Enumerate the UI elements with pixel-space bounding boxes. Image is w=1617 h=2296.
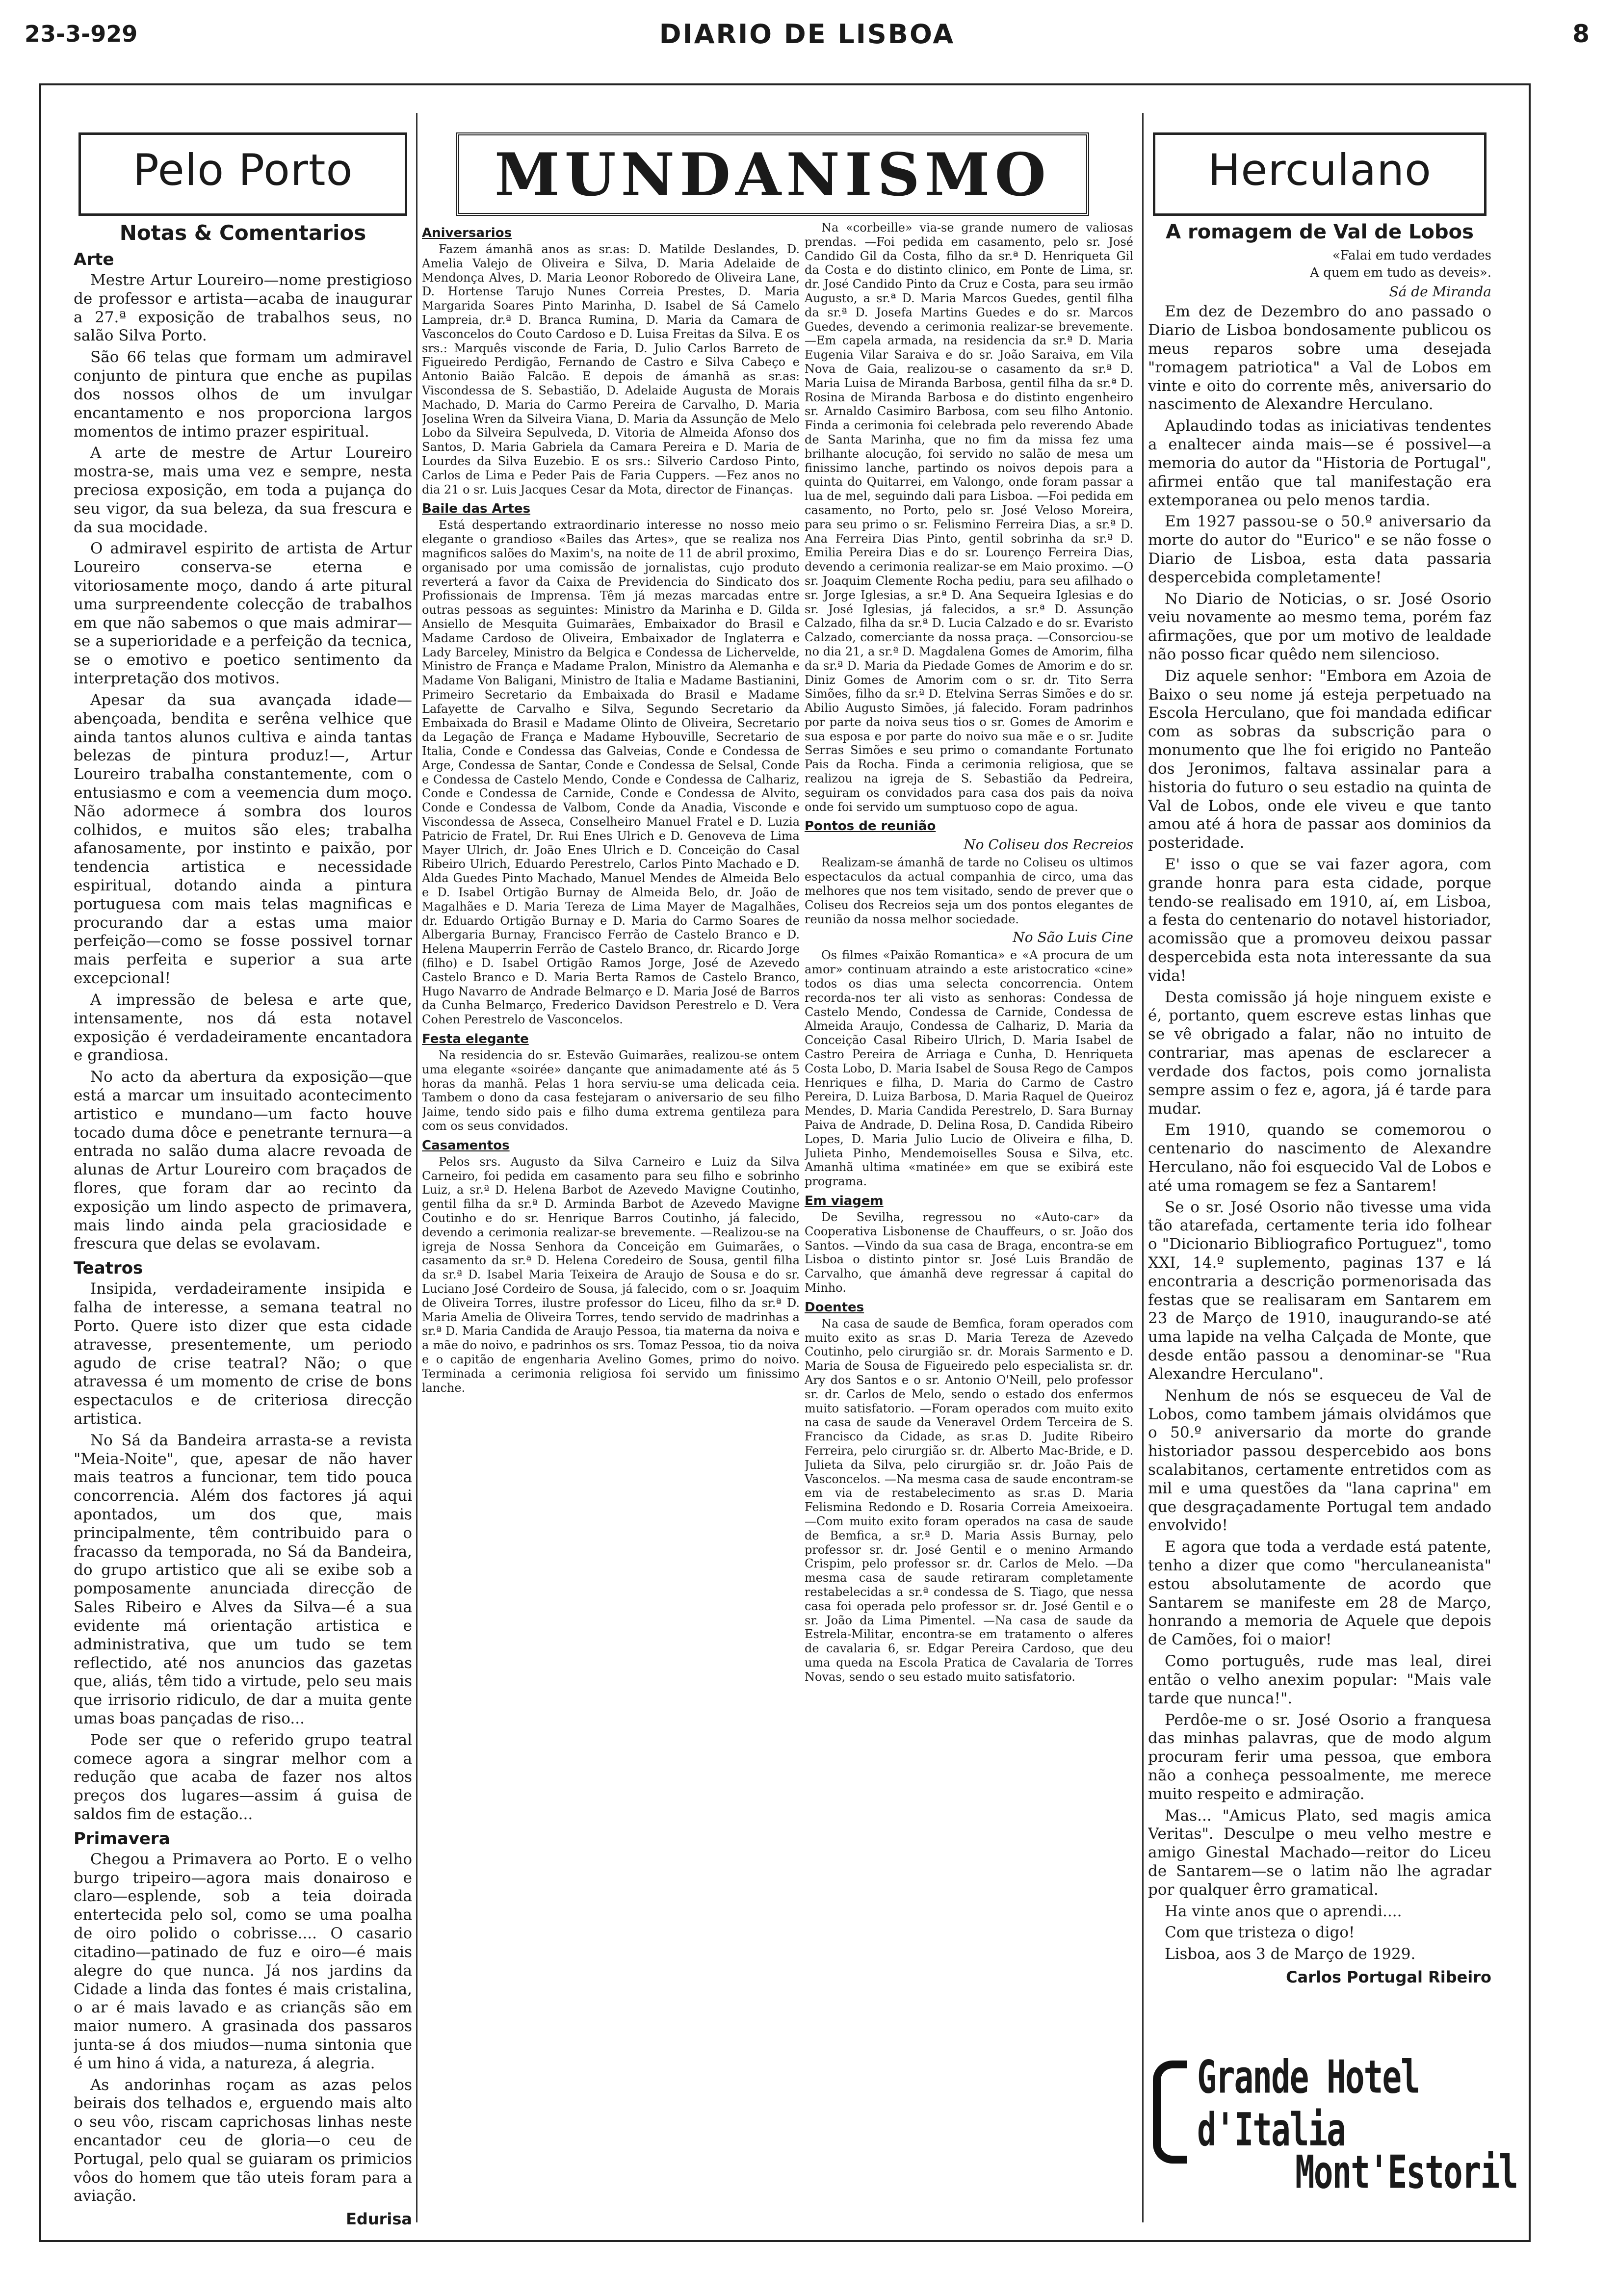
section-text: Na residencia do sr. Estevão Guimarães, realizou-se ontem uma elegante «soirée» dançante que animadamente até ás 5 horas da manhã. Pelas 1 hora serviu-se uma delicada ceia. Tambem o dono da casa festejaram o aniversario de seu filho Jaime, tendo sido pais e filho duma extrema gentileza para com os seus convidados.: [422, 1048, 800, 1133]
pelo-porto-headline: Notas & Comentarios: [119, 221, 366, 245]
masthead: [25, 15, 1590, 54]
herculano-paragraph: E' isso o que se vai fazer agora, com grande honra para esta cidade, porque tendo-se realisado em 1910, aí, em Lisboa, a festa do centenario do notavel historiador, acomissão que a promoveu deixou passar despercebida esta nota interessante da sua vida!: [1148, 855, 1491, 985]
herculano-title: Herculano: [1208, 145, 1432, 195]
herculano-paragraph: Em 1927 passou-se o 50.º aniversario da morte do autor do "Eurico" e se não fosse o Diario de Lisboa, esta data passaria despercebida completamente!: [1148, 513, 1491, 586]
section-heading: Em viagem: [805, 1194, 884, 1208]
section-text: Está despertando extraordinario interesse no nosso meio elegante o grandioso «Bailes das Artes», que se realiza nos magnificos salões do Maxim's, na noite de 11 de abril proximo, organisado por uma comissão de jornalistas, cujo produto reverterá a favor da Caixa de Previdencia do Sindicato dos Profissionais de Imprensa. Têm já mezas marcadas entre outras pessoas as seguintes: Ministro da Marinha e D. Gilda Ansiello de Mesquita Guimarães, Embaixador do Brasil e Madame Cardoso de Oliveira, Embaixador de Inglaterra e Lady Barceley, Ministro da Belgica e Condessa de Lichervelde, Ministro de França e Madame Pralon, Ministro da Alemanha e Madame Von Baligani, Ministro de Italia e Madame Bastianini, Primeiro Secretario da Embaixada do Brasil e Madame Lafayette de Carvalho e Silva, Segundo Secretario da Embaixada do Brasil e Madame Olinto de Oliveira, Secretario da Legação de França e Madame Hybouville, Secretario de Italia, Conde e Condessa das Galveias, Conde e Condessa de Arge, Condessa de Santar, Conde e Condessa de Selsal, Conde e Condessa de Castelo Mendo, Conde e Condessa de Calhariz, Conde e Condessa de Carnide, Conde e Condessa de Alvito, Conde e Condessa de Valbom, Conde da Anadia, Visconde e Viscondessa de Asseca, Conselheiro Manuel Fratel e D. Luzia Patricio de Fratel, Dr. Rui Enes Ulrich e D. Genoveva de Lima Mayer Ulrich, dr. João Enes Ulrich e D. Conceição do Casal Ribeiro Ulrich, Eduardo Perestrelo, Carlos Pinto Machado e D. Alda Guedes Pinto Machado, Manuel Mendes de Almeida Belo e D. Isabel Ortigão Burnay de Almeida Belo, dr. João de Magalhães e D. Maria Tereza de Lima Mayer de Magalhães, dr. Eduardo Ortigão Burnay e D. Maria do Carmo Soares de Albergaria Burnay, Francisco Ferrão de Castelo Branco e D. Helena Mauperrin Ferrão de Castelo Branco, dr. Ricardo Jorge (filho) e D. Isabel Ortigão Ramos Jorge, José de Azevedo Castelo Branco e D. Maria Berta Ramos de Castelo Branco, Hugo Navarro de Andrade Belmarço e D. Maria José de Barros da Cunha Belmarço, Frederico Davidson Perestrelo e D. Vera Cohen Perestrelo de Vasconcelos.: [422, 518, 800, 1027]
teatros-paragraph: Insipida, verdadeiramente insipida e falha de interesse, a semana teatral no Porto. Quere isto dizer que esta cidade atravesse, presentemente, um periodo agudo de crise teatral? Não; o que atravessa é um momento de crise de bons espectaculos e de criteriosa direcção artistica.: [74, 1280, 412, 1428]
section-text: Na «corbeille» via-se grande numero de valiosas prendas. —Foi pedida em casamento, pelo sr. José Candido Gil da Costa, filho da sr.ª D. Henriqueta Gil da Costa e do distinto clinico, em Ponte de Lima, sr. dr. José Candido Pinto da Cruz e Costa, para seu irmão Augusto, a sr.ª D. Maria Marcos Guedes, gentil filha da sr.ª D. Josefa Martins Guedes e do sr. Marcos Guedes, devendo a cerimonia realizar-se brevemente. —Em capela armada, na residencia da sr.ª D. Maria Eugenia Vilar Saraiva e do sr. João Saraiva, em Vila Nova de Gaia, realizou-se o casamento da sr.ª D. Maria Luisa de Miranda Barbosa, gentil filha da sr.ª D. Rosina de Miranda Barbosa e do distinto engenheiro sr. Arnaldo Casimiro Barbosa, com seu filho Antonio. Finda a cerimonia foi celebrada pelo reverendo Abade de Santa Marinha, que no fim da missa fez uma brilhante alocução, foi servido no salão de mesa um finissimo lanche, partindo os noivos depois para a quinta do Quitarrei, em Valongo, onde foram passar a lua de mel, seguindo dali para Lisboa. —Foi pedida em casamento, no Porto, pelo sr. José Veloso Moreira, para seu primo o sr. Felismino Ferreira Dias, a sr.ª D. Ana Ferreira Dias Pinto, gentil sobrinha da sr.ª D. Emilia Pereira Dias e do sr. Lourenço Ferreira Dias, devendo a cerimonia realizar-se em Maio proximo. —O sr. Joaquim Clemente Rocha pediu, para seu afilhado o sr. Jorge Iglesias, a sr.ª D. Ana Sequeira Iglesias e do sr. José Iglesias, já falecidos, a sr.ª D. Assunção Calzado, filha da sr.ª D. Lucia Calzado e do sr. Evaristo Calzado, comerciante da nossa praça. —Consorciou-se no dia 21, a sr.ª D. Magdalena Gomes de Amorim, filha da sr.ª D. Maria da Piedade Gomes de Amorim e do sr. Diniz Gomes de Amorim com o sr. dr. Tito Serra Simões, filho da sr.ª D. Etelvina Serras Simões e do sr. Abilio Augusto Simões, já falecido. Foram padrinhos por parte da noiva seus tios o sr. Gomes de Amorim e sua esposa e por parte do noivo sua mãe e o sr. Judite Serras Simões e seu primo o comandante Fortunato Pais da Rocha. Finda a cerimonia religiosa, que se realizou na igreja de S. Sebastião da Pedreira, seguiram os convidados para casa dos pais da noiva onde foi servido um sumptuoso copo de agua.: [805, 221, 1133, 814]
teatros-heading: Teatros: [74, 1258, 143, 1278]
herculano-paragraph: Em dez de Dezembro do ano passado o Diario de Lisboa bondosamente publicou os meus reparos sobre uma desejada "romagem patriotica" a Val de Lobos em vinte e oito do corrente mês, aniversario do nascimento de Alexandre Herculano.: [1148, 303, 1491, 414]
herculano-text: [1148, 303, 1491, 1964]
herculano-paragraph: Diz aquele senhor: "Embora em Azoia de Baixo o seu nome já esteja perpetuado na Escola Herculano, que foi mandada edificar com as sobras da subscrição para o monumento que lhe foi erigido no Panteão dos Jeronimos, faltava assinalar para a historia do futuro o seu estadio na quinta de Val de Lobos, onde ele viveu e que tanto amou até á hora de passar aos dominios da posteridade.: [1148, 667, 1491, 852]
herculano-paragraph: Desta comissão já hoje ninguem existe e é, portanto, quem escreve estas linhas que se vê obrigado a falar, não no intuito de contrariar, mas apenas de esclarecer a verdade dos factos, pois como jornalista sempre assim o fez e, agora, já é tarde para mudar.: [1148, 988, 1491, 1118]
primavera-paragraph: As andorinhas roçam as azas pelos beirais dos telhados e, erguendo mais alto o seu vôo, riscam caprichosas linhas neste encantador ceu de gloria—o ceu de Portugal, pelo qual se guiaram os primicios vôos do homem que tão uteis foram para a aviação.: [74, 2076, 412, 2205]
column-rule: [416, 113, 417, 2222]
arte-paragraph: Apesar da sua avançada idade—abençoada, bendita e serêna velhice que ainda tantos alunos cultiva e ainda tantas belezas de pintura produz!—, Artur Loureiro trabalha constantemente, com o entusiasmo e com a veemencia dum moço. Não adormece á sombra dos louros colhidos, e muitos são eles; trabalha afanosamente, por instinto e paixão, por tendencia artistica e necessidade espiritual, dotando ainda a pintura portuguesa com mais telas magnificas e procurando dar a estas uma maior perfeição—como se fosse possivel tornar mais perfeita e superior a sua arte excepcional!: [74, 691, 412, 988]
herculano-column: [1148, 221, 1491, 2036]
arte-text: [74, 271, 412, 1253]
section-heading: No Coliseu dos Recreios: [964, 836, 1133, 853]
section-text: De Sevilha, regressou no «Auto-car» da Cooperativa Lisbonense de Chauffeurs, o sr. João dos Santos. —Vindo da sua casa de Braga, encontra-se em Lisboa o distinto pintor sr. José Luis Brandão de Carvalho, que ámanhã deve regressar á capital do Minho.: [805, 1210, 1133, 1295]
section-heading: Festa elegante: [422, 1032, 529, 1047]
herculano-paragraph: Mas... "Amicus Plato, sed magis amica Veritas". Desculpe o meu velho mestre e amigo Ginestal Machado—reitor do Liceu de Santarem—se o latim não lhe agradar por qualquer êrro gramatical.: [1148, 1806, 1491, 1899]
herculano-paragraph: E agora que toda a verdade está patente, tenho a dizer que como "herculaneanista" estou absolutamente de acordo que Santarem se manifeste em 28 de Março, honrando a memoria de Aquele que depois de Camões, foi o maior!: [1148, 1538, 1491, 1649]
arte-paragraph: São 66 telas que formam um admiravel conjunto de pintura que enche as pupilas dos nossos olhos de um invulgar encantamento e nos proporciona largos momentos de intimo prazer espiritual.: [74, 348, 412, 441]
column-rule: [1142, 113, 1144, 2222]
section-heading: Pontos de reunião: [805, 819, 936, 834]
ad-line-2: Mont'Estoril: [1295, 2146, 1517, 2199]
pelo-porto-title-box: [78, 132, 407, 216]
herculano-paragraph: Como português, rude mas leal, direi então o velho anexim popular: "Mais vale tarde que nunca!".: [1148, 1652, 1491, 1707]
teatros-paragraph: No Sá da Bandeira arrasta-se a revista "Meia-Noite", que, apesar de não haver mais teatros a funcionar, tem tido pouca concorrencia. Além dos factores já aqui apontados, um dos que, mais principalmente, têm contribuido para o fracasso da temporada, no Sá da Bandeira, do grupo artistico que ali se exibe sob a pomposamente anunciada direcção de Sales Ribeiro e Alves da Silva—é a sua evidente má orientação artistica e administrativa, que um tudo se tem reflectido, até nos anuncios das gazetas que, aliás, têm tido a virtude, pelo seu mais que irrisorio ridiculo, de dar a muita gente umas boas pançadas de riso...: [74, 1431, 412, 1727]
section-text: Fazem ámanhã anos as sr.as: D. Matilde Deslandes, D. Amelia Valejo de Oliveira e Silva, D. Maria Adelaide de Mendonça Alves, D. Maria Leonor Roboredo de Oliveira Lane, D. Hortense Tarujo Nunes Correia Prestes, D. Maria Margarida Soares Pinto Marinha, D. Isabel de Sá Camelo Lampreia, dr.ª D. Branca Rumina, D. Maria da Camara de Vasconcelos do Couto Cardoso e D. Luisa Freitas da Silva. E os srs.: Marquês visconde de Faria, D. Julio Carlos Barreto de Figueiredo Perdigão, Fernando de Castro e Silva Cabeço e Antonio Baião Falcão. E depois de ámanhã as sr.as: Viscondessa de S. Sebastião, D. Adelaide Augusta de Morais Machado, D. Maria do Carmo Pereira de Carvalho, D. Maria Joselina Wren da Silveira Viana, D. Maria da Assunção de Melo Lobo da Silveira Sepulveda, D. Vitoria de Almeida Afonso dos Santos, D. Maria Gabriela da Camara Pereira e D. Maria de Lourdes da Silva Euzebio. E os srs.: Silverio Cardoso Pinto, Carlos de Lima e Peder Pais de Faria Cuppers. —Fez anos no dia 21 o sr. Luis Jacques Cesar da Mota, director de Finanças.: [422, 242, 800, 496]
hotel-advertisement: [1153, 2051, 1517, 2199]
epigraph-line-1: «Falai em tudo verdades: [1332, 248, 1491, 263]
arte-heading: Arte: [74, 250, 114, 269]
arte-paragraph: O admiravel espirito de artista de Artur Loureiro conserva-se eterna e vitoriosamente moço, dando á arte pitural uma surpreendente colecção de trabalhos em que não sabemos o que mais admirar—se a superioridade e a perfeição da tecnica, se o emotivo e poetico sentimento da interpretação dos motivos.: [74, 540, 412, 688]
primavera-heading: Primavera: [74, 1828, 170, 1849]
herculano-signature: Carlos Portugal Ribeiro: [1286, 1968, 1491, 1987]
primavera-paragraph: Chegou a Primavera ao Porto. E o velho burgo tripeiro—agora mais donairoso e claro—esplende, sob a teia doirada entertecida pelo sol, como se uma poalha de oiro polido o cobrisse.... O casario citadino—patinado de fuz e oiro—é mais alegre do que nunca. Já nos jardins da Cidade a linda das fontes é mais cristalina, o ar é mais lavado e as criançãs são em maior numero. A grasinada dos passaros junta-se á dos miudos—numa sintonia que é um hino á vida, a natureza, á alegria.: [74, 1850, 412, 2072]
newspaper-title: DIARIO DE LISBOA: [659, 19, 955, 50]
herculano-paragraph: Lisboa, aos 3 de Março de 1929.: [1165, 1945, 1416, 1963]
herculano-paragraph: Se o sr. José Osorio não tivesse uma vida tão atarefada, certamente teria ido folhear o "Dicionario Bibliografico Portuguez", tomo XXI, 14.º suplemento, paginas 137 e lá encontraria a descrição pormenorisada das festas que se realisaram em Santarem em 23 de Março de 1910, inaugurando-se até uma lapide na velha Calçada de Monte, que desde então passou a denominar-se "Rua Alexandre Herculano".: [1148, 1198, 1491, 1383]
arte-paragraph: A impressão de belesa e arte que, intensamente, nos dá esta notavel exposição é verdadeiramente encantadora e grandiosa.: [74, 991, 412, 1065]
arte-paragraph: Mestre Artur Loureiro—nome prestigioso de professor e artista—acaba de inaugurar a 27.ª exposição de trabalhos seus, no salão Silva Porto.: [74, 271, 412, 345]
section-heading: Doentes: [805, 1300, 864, 1315]
section-text: Realizam-se ámanhã de tarde no Coliseu os ultimos espectaculos da actual companhia de circo, uma das melhores que nos tem visitado, sendo de prever que o Coliseu dos Recreios seja um dos pontos elegantes de reunião da nossa melhor sociedade.: [805, 856, 1133, 926]
mundanismo-column-b: [805, 221, 1133, 2222]
pelo-porto-column: [74, 221, 412, 2232]
herculano-paragraph: Nenhum de nós se esqueceu de Val de Lobos, como tambem jámais olvidámos que o 50.º aniversario da morte do grande historiador passou despercebido aos bons scalabitanos, certamente entretidos com as mil e uma questões da "lana caprina" em que desgraçadamente Portugal tem andado envolvido!: [1148, 1386, 1491, 1535]
primavera-text: [74, 1851, 412, 2206]
section-heading: Aniversarios: [422, 226, 512, 240]
arte-paragraph: No acto da abertura da exposição—que está a marcar um insuitado acontecimento artistico e mundano—um facto houve tocado duma dôce e penetrante ternura—a entrada no salão duma alacre revoada de alunas de Artur Loureiro com braçados de flores, que foram dar ao recinto da exposição um lindo aspecto de primavera, mais lindo ainda pela graciosidade e frescura que delas se evolavam.: [74, 1068, 412, 1253]
pelo-porto-signature: Edurisa: [346, 2210, 412, 2229]
section-heading: No São Luis Cine: [1013, 929, 1133, 946]
section-heading: Casamentos: [422, 1138, 510, 1153]
pelo-porto-title: Pelo Porto: [132, 145, 353, 195]
section-text: Os filmes «Paixão Romantica» e «A procura de um amor» continuam atraindo a este aristocratico «cine» todos os dias uma selecta concorrencia. Ontem recorda-nos ter ali visto as senhoras: Condessa de Castelo Mendo, Condessa de Carnide, Condessa de Almeida Araujo, Condessa de Calhariz, D. Maria da Conceição Casal Ribeiro Ulrich, D. Maria Isabel de Castro Pereira de Arriaga e Cunha, D. Henriqueta Costa Lobo, D. Maria Isabel de Sousa Rego de Campos Henriques e filha, D. Maria do Carmo de Castro Pereira, D. Luiza Barbosa, D. Maria Raquel de Queiroz Mendes, D. Maria Candida Perestrelo, D. Sara Burnay Paiva de Andrade, D. Delina Rosa, D. Candida Ribeiro Lopes, D. Maria Julio Lucio de Oliveira e filha, D. Julieta Pinho, Mendemoiselles Sousa e Silva, etc. Amanhã ultima «matinée» em que se exibirá este programa.: [805, 948, 1133, 1189]
herculano-paragraph: Com que tristeza o digo!: [1165, 1924, 1355, 1942]
arte-paragraph: A arte de mestre de Artur Loureiro mostra-se, mais uma vez e sempre, nesta preciosa exposição, em toda a pujança do seu vigor, da sua beleza, da sua frescura e da sua mocidade.: [74, 444, 412, 536]
mundanismo-column-a: [422, 221, 800, 2222]
epigraph-line-2: A quem em tudo as deveis».: [1310, 265, 1491, 281]
section-heading: Baile das Artes: [422, 501, 531, 517]
mundanismo-title-box: [456, 132, 1089, 216]
teatros-paragraph: Pode ser que o referido grupo teatral comece agora a singrar melhor com a redução que acaba de fazer nos altos preços dos lugares—assim á guisa de saldos fim de estação...: [74, 1731, 412, 1823]
ad-bracket: [1153, 2061, 1187, 2164]
herculano-paragraph: Ha vinte anos que o aprendi....: [1165, 1902, 1402, 1920]
herculano-paragraph: Aplaudindo todas as iniciativas tendentes a enaltecer ainda mais—se é possivel—a memoria do autor da "Historia de Portugal", afirmei então que tal manifestação era extemporanea ou pelo menos tardia.: [1148, 417, 1491, 509]
section-text: Pelos srs. Augusto da Silva Carneiro e Luiz da Silva Carneiro, foi pedida em casamento para seu filho e sobrinho Luiz, a sr.ª D. Helena Barbot de Azevedo Mavigne Coutinho, gentil filha da sr.ª D. Arminda Barbot de Azevedo Mavigne Coutinho e do sr. Henrique Barros Coutinho, já falecido, devendo a cerimonia realizar-se brevemente. —Realizou-se na igreja de Nossa Senhora da Conceição em Guimarães, o casamento da sr.ª D. Helena Coredeiro de Sousa, gentil filha da sr.ª D. Isabel Maria Teixeira de Araujo de Sousa e do sr. Luciano José Cordeiro de Sousa, já falecido, com o sr. Joaquim de Oliveira Torres, ilustre professor do Liceu, filho da sr.ª D. Maria Amelia de Oliveira Torres, tendo servido de madrinhas a sr.ª D. Maria Candida de Araujo Pessoa, tia materna da noiva e a mãe do noivo, e padrinhos os srs. Tomaz Pessoa, tio da noiva e o capitão de engenharia Avelino Gomes, primo do noivo. Terminada a cerimonia religiosa foi servido um finissimo lanche.: [422, 1154, 800, 1395]
teatros-text: [74, 1280, 412, 1824]
herculano-headline: A romagem de Val de Lobos: [1166, 221, 1474, 243]
section-text: Na casa de saude de Bemfica, foram operados com muito exito as sr.as D. Maria Tereza de Azevedo Coutinho, pelo cirurgião sr. dr. Morais Sarmento e D. Maria de Sousa de Figueiredo pelo especialista sr. dr. Ary dos Santos e o sr. Antonio O'Neill, pelo professor sr. dr. Carlos de Melo, sendo o estado dos enfermos muito satisfatorio. —Foram operados com muito exito na casa de saude da Veneravel Ordem Terceira de S. Francisco da Cidade, as sr.as D. Judite Ribeiro Ferreira, pelo cirurgião sr. dr. Alberto Mac-Bride, e D. Julieta da Silva, pelo cirurgião sr. dr. João Pais de Vasconcelos. —Na mesma casa de saude encontram-se em via de restabelecimento as sr.as D. Maria Felismina Redondo e D. Rosaria Correia Ameixoeira. —Com muito exito foram operados na casa de saude de Bemfica, a sr.ª D. Maria Assis Burnay, pelo professor sr. dr. José Gentil e o menino Armando Crispim, pelo professor sr. dr. Carlos de Melo. —Da mesma casa de saude retiraram completamente restabelecidas a sr.ª condessa de S. Tiago, que nessa casa foi operada pelo professor sr. dr. José Gentil e o sr. João da Lima Pimentel. —Na casa de saude da Estrela-Militar, encontra-se em tratamento o alferes de cavalaria 6, sr. Edgar Pereira Cardoso, que deu uma queda na Escola Pratica de Cavalaria de Torres Novas, sendo o seu estado muito satisfatorio.: [805, 1316, 1133, 1684]
epigraph-author: Sá de Miranda: [1389, 284, 1491, 300]
issue-date: 23-3-929: [25, 21, 138, 47]
herculano-title-box: [1153, 132, 1487, 216]
herculano-paragraph: Em 1910, quando se comemorou o centenario do nascimento de Alexandre Herculano, não foi esquecido Val de Lobos e até uma romagem se fez a Santarem!: [1148, 1121, 1491, 1195]
page-number: 8: [1572, 20, 1590, 48]
mundanismo-title: MUNDANISMO: [494, 140, 1051, 209]
herculano-paragraph: No Diario de Noticias, o sr. José Osorio veiu novamente ao mesmo tema, porém faz afirmações, que por um motivo de lealdade não posso ficar quêdo nem silencioso.: [1148, 590, 1491, 663]
herculano-paragraph: Perdôe-me o sr. José Osorio a franquesa das minhas palavras, que de modo algum procuram ferir uma pessoa, que embora não a conheça pessoalmente, me merece muito respeito e admiração.: [1148, 1711, 1491, 1803]
ad-line-1: Grande Hotel d'Italia: [1197, 2051, 1419, 2157]
